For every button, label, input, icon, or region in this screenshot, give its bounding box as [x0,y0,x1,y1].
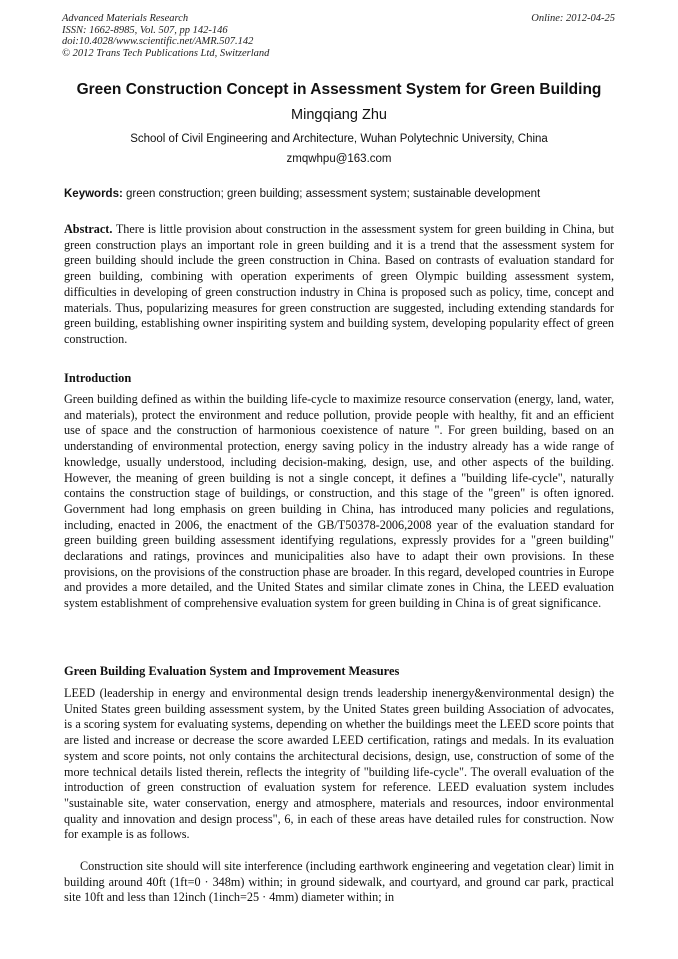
author-email[interactable]: zmqwhpu@163.com [286,153,392,165]
paper-title: Green Construction Concept in Assessment System for Green Building [76,81,602,98]
journal-header [62,13,269,59]
site-paragraph: Construction site should will site interference (including earthwork engineering and vegetation clear) limit in building around 40ft (1ft=0 · 348m) within; in ground sidewalk, and courtyard, and ground car park, practical site 10ft and less than 12inch (1inch=25 · 4mm) diameter within; in [64,859,614,905]
journal-name: Advanced Materials Research [62,13,189,24]
introduction-paragraph: Green building defined as within the building life-cycle to maximize resource conservation (energy, land, water, and materials), protect the environment and reduce pollution, provide people with healthy, fit and an efficient use of space and the construction of harmonious coexistence of nature ". For green building, based on an understanding of environmental protection, energy saving policy in the industry already has a wide range of knowledge, usually understood, including decision-making, design, use, and other aspects of the building. However, the meaning of green building is not a single concept, it defines a "building life-cycle", naturally contains the construction stage of buildings, or construction, and this stage of the "green" is often ignored. Government had long emphasis on green building in China, has introduced many policies and regulations, including, enacted in 2006, the enactment of the GB/T50378-2006,2008 year of the evaluation standard for green building green building assessment identifying regulations, expressly provides for a "green building" declarations and ratings, provinces and municipalities also have to adapt their own provisions. In these provisions, on the provisions of the construction phase are broader. In this regard, developed countries in Europe and provides a more detailed, and the United States and similar climate zones in China, the LEED evaluation system establishment of comprehensive evaluation system for green building in China is of great significance. [64,392,614,611]
keywords-line [64,186,624,202]
paper-affiliation: School of Civil Engineering and Architecture, Wuhan Polytechnic University, China [130,133,548,145]
online-date: Online: 2012-04-25 [531,13,615,24]
introduction-heading: Introduction [64,371,132,385]
keywords-label: Keywords: [64,188,123,200]
journal-doi: doi:10.4028/www.scientific.net/AMR.507.142 [62,36,254,47]
keywords-text: green construction; green building; assessment system; sustainable development [122,188,541,200]
paper-author: Mingqiang Zhu [291,107,387,123]
journal-copyright: © 2012 Trans Tech Publications Ltd, Switzerland [62,47,270,59]
abstract-text: There is little provision about construction in the assessment system for green building in China, but green construction plays an important role in green building and it is a trend that the assessment system for green building should include the green construction in China. Based on contrasts of evaluation standard for green building, combining with operation experiments of green Olympic building assessment system, difficulties in developing of green construction industry in China is proposed such as policy, time, concept and materials. Thus, popularizing measures for green construction are suggested, including extending standards for green building, establishing owner inspiriting system and building system, developing popularity effect of green construction. [64,222,614,346]
abstract-label: Abstract. [64,222,113,236]
journal-issn: ISSN: 1662-8985, Vol. 507, pp 142-146 [62,24,228,36]
evaluation-heading: Green Building Evaluation System and Improvement Measures [64,664,400,678]
abstract-paragraph [64,222,614,348]
evaluation-paragraph: LEED (leadership in energy and environmental design trends leadership inenergy&environmental design) the United States green building assessment system, by the United States green building Association of advocates, is a scoring system for evaluating systems, depending on whether the buildings meet the LEED score points that are listed and increase or decrease the score awarded LEED certification, ratings and medals. In its evaluation system and score points, not only contains the architectural decisions, design, use, construction of some of the more technical details listed therein, reflects the integrity of "building life-cycle". The overall evaluation of the introduction of green construction of evaluation system for reference. LEED evaluation system includes "sustainable site, water conservation, energy and atmosphere, materials and resources, indoor environmental quality and innovation and design process", 6, in each of these areas have detailed rules for construction. Now for example is as follows. [64,686,614,842]
